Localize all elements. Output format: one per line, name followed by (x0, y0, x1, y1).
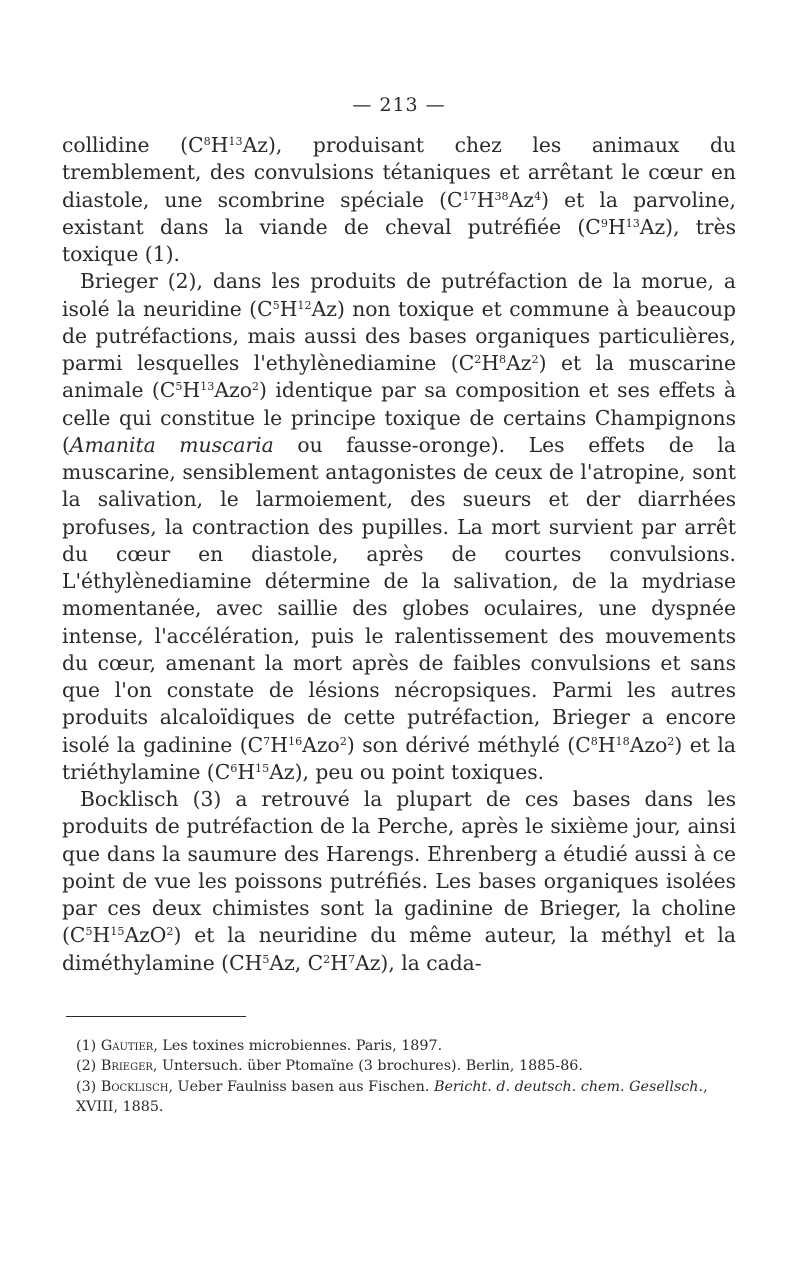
chemical-subscript: 8 (203, 134, 211, 148)
text-run: Bocklisch (3) a retrouvé la plupart de ces bases dans les produits de putréfaction de la Perche, après le sixième jour, ainsi que dans la saumure des Harengs. Ehrenberg a étudié aussi à ce point de vue les poissons putréfiés. Les bases organiques isolées par ces deux chimistes sont la gadinine de Brieger, la choline (C (62, 787, 736, 948)
text-run: H (279, 296, 298, 321)
chemical-subscript: 17 (462, 189, 477, 203)
text-run: Azo (302, 732, 340, 757)
page-number: — 213 — (352, 94, 446, 116)
text-run: H (607, 214, 626, 239)
chemical-subscript: 13 (625, 216, 640, 230)
text-run: Az (506, 351, 532, 375)
text-run: ) et la neuridine du même auteur, la méthyl et la diméthylamine (CH (62, 923, 736, 975)
text-run: , Les toxines microbiennes. Paris, 1897. (153, 1037, 443, 1054)
chemical-subscript: 2 (339, 734, 347, 748)
text-run: , Ueber Faulniss basen aus Fischen. (168, 1078, 434, 1095)
chemical-subscript: 16 (287, 734, 303, 748)
text-run: ) son dérivé méthylé (C (346, 732, 591, 757)
text-run: collidine (C (62, 133, 204, 157)
chemical-subscript: 5 (272, 298, 280, 312)
chemical-subscript: 12 (297, 298, 312, 312)
paragraph (62, 132, 736, 268)
chemical-subscript: 5 (175, 380, 183, 393)
footnote-number: (3) (76, 1078, 97, 1095)
footnote-number: (2) (76, 1058, 97, 1075)
text-run: Az), très toxique (1). (62, 214, 736, 266)
text-run: Azo (629, 732, 668, 757)
footnotes (62, 1036, 736, 1118)
chemical-subscript: 4 (533, 189, 542, 203)
text-run: Brieger (2), dans les produits de putréfaction de la morue, a isolé la neuridine (C (62, 269, 736, 321)
chemical-subscript: 13 (200, 380, 215, 393)
text-run: Az), la cada- (355, 950, 482, 975)
text-run: H (481, 351, 500, 375)
text-run: Az, C (269, 950, 324, 975)
italic-text: Bericht. d. deutsch. chem. Gesellsch. (433, 1078, 704, 1095)
book-page (62, 92, 736, 1118)
chemical-subscript: 18 (615, 734, 630, 748)
body-text (62, 132, 736, 977)
chemical-subscript: 2 (323, 952, 331, 966)
text-run: H (182, 378, 201, 403)
text-run: ) et la triéthylamine (C (62, 732, 736, 784)
footnote-number: (1) (76, 1037, 97, 1054)
text-run: ) et la muscarine animale (C (62, 351, 736, 403)
text-run: , Untersuch. über Ptomaïne (3 brochures). Berlin, 1885-86. (152, 1058, 583, 1075)
chemical-subscript: 7 (263, 734, 271, 748)
chemical-subscript: 6 (230, 761, 238, 775)
text-run: AzO (124, 923, 167, 948)
text-run: , XVIII, 1885. (76, 1078, 708, 1116)
text-run: ) identique par sa composition et ses effets à celle qui constitue le principe toxique de certains Champignons ( (62, 378, 736, 457)
chemical-subscript: 2 (166, 925, 174, 938)
text-run: H (597, 732, 616, 757)
text-run: H (92, 923, 111, 948)
text-run: Az (508, 187, 534, 212)
chemical-subscript: 8 (590, 734, 598, 748)
author-name: Gautier (100, 1037, 154, 1054)
text-run: Az), produisant chez les animaux du tremblement, des convulsions tétaniques et arrêtant le cœur en diastole, une scombrine spéciale (C (62, 133, 736, 212)
text-run: Azo (214, 378, 252, 403)
footnote (62, 1077, 736, 1118)
footnote-separator (66, 1016, 246, 1017)
chemical-subscript: 15 (255, 761, 270, 775)
author-name: Bocklisch (100, 1078, 169, 1095)
text-run: H (330, 950, 348, 975)
italic-text: Amanita muscaria (69, 432, 274, 457)
footnote (62, 1036, 736, 1057)
text-run: H (237, 759, 256, 784)
chemical-subscript: 5 (85, 925, 93, 938)
chemical-subscript: 2 (474, 352, 482, 366)
author-name: Brieger (100, 1058, 153, 1075)
paragraph (62, 786, 736, 977)
text-run: H (476, 187, 495, 212)
chemical-subscript: 15 (110, 925, 125, 938)
text-run: ou fausse-oronge). Les effets de la muscarine, sensiblement antagonistes de ceux de l'atropine, sont la salivation, le larmoiement, des sueurs et der diarrhées profuses, la contraction des pupilles. La mort survient par arrêt du cœur en diastole, après de courtes convulsions. L'éthylènediamine détermine de la salivation, de la mydriase momentanée, avec saillie des globes oculaires, une dyspnée intense, l'accélération, puis le ralentissement des mouvements du cœur, amenant la mort après de faibles convulsions et sans que l'on constate de lésions nécropsiques. Parmi les autres produits alcaloïdiques de cette putréfaction, Brieger a encore isolé la gadinine (C (62, 432, 736, 757)
chemical-subscript: 5 (262, 952, 270, 966)
text-run: Az) non toxique et commune à beaucoup de putréfactions, mais aussi des bases organiques particulières, parmi lesquelles l'ethylènediamine (C (62, 296, 736, 375)
chemical-subscript: 38 (494, 189, 509, 203)
chemical-subscript: 8 (499, 352, 507, 366)
chemical-subscript: 9 (600, 216, 608, 230)
text-run: H (270, 732, 288, 757)
paragraph (62, 268, 736, 786)
chemical-subscript: 13 (228, 134, 243, 148)
footnote (62, 1056, 736, 1077)
text-run: Az), peu ou point toxiques. (269, 759, 545, 784)
chemical-subscript: 2 (667, 734, 675, 748)
chemical-subscript: 2 (531, 352, 539, 366)
text-run: H (210, 133, 229, 157)
chemical-subscript: 2 (251, 380, 260, 393)
text-run: ) et la parvoline, existant dans la viande de cheval putréfiée (C (62, 187, 737, 239)
chemical-subscript: 7 (347, 952, 356, 966)
